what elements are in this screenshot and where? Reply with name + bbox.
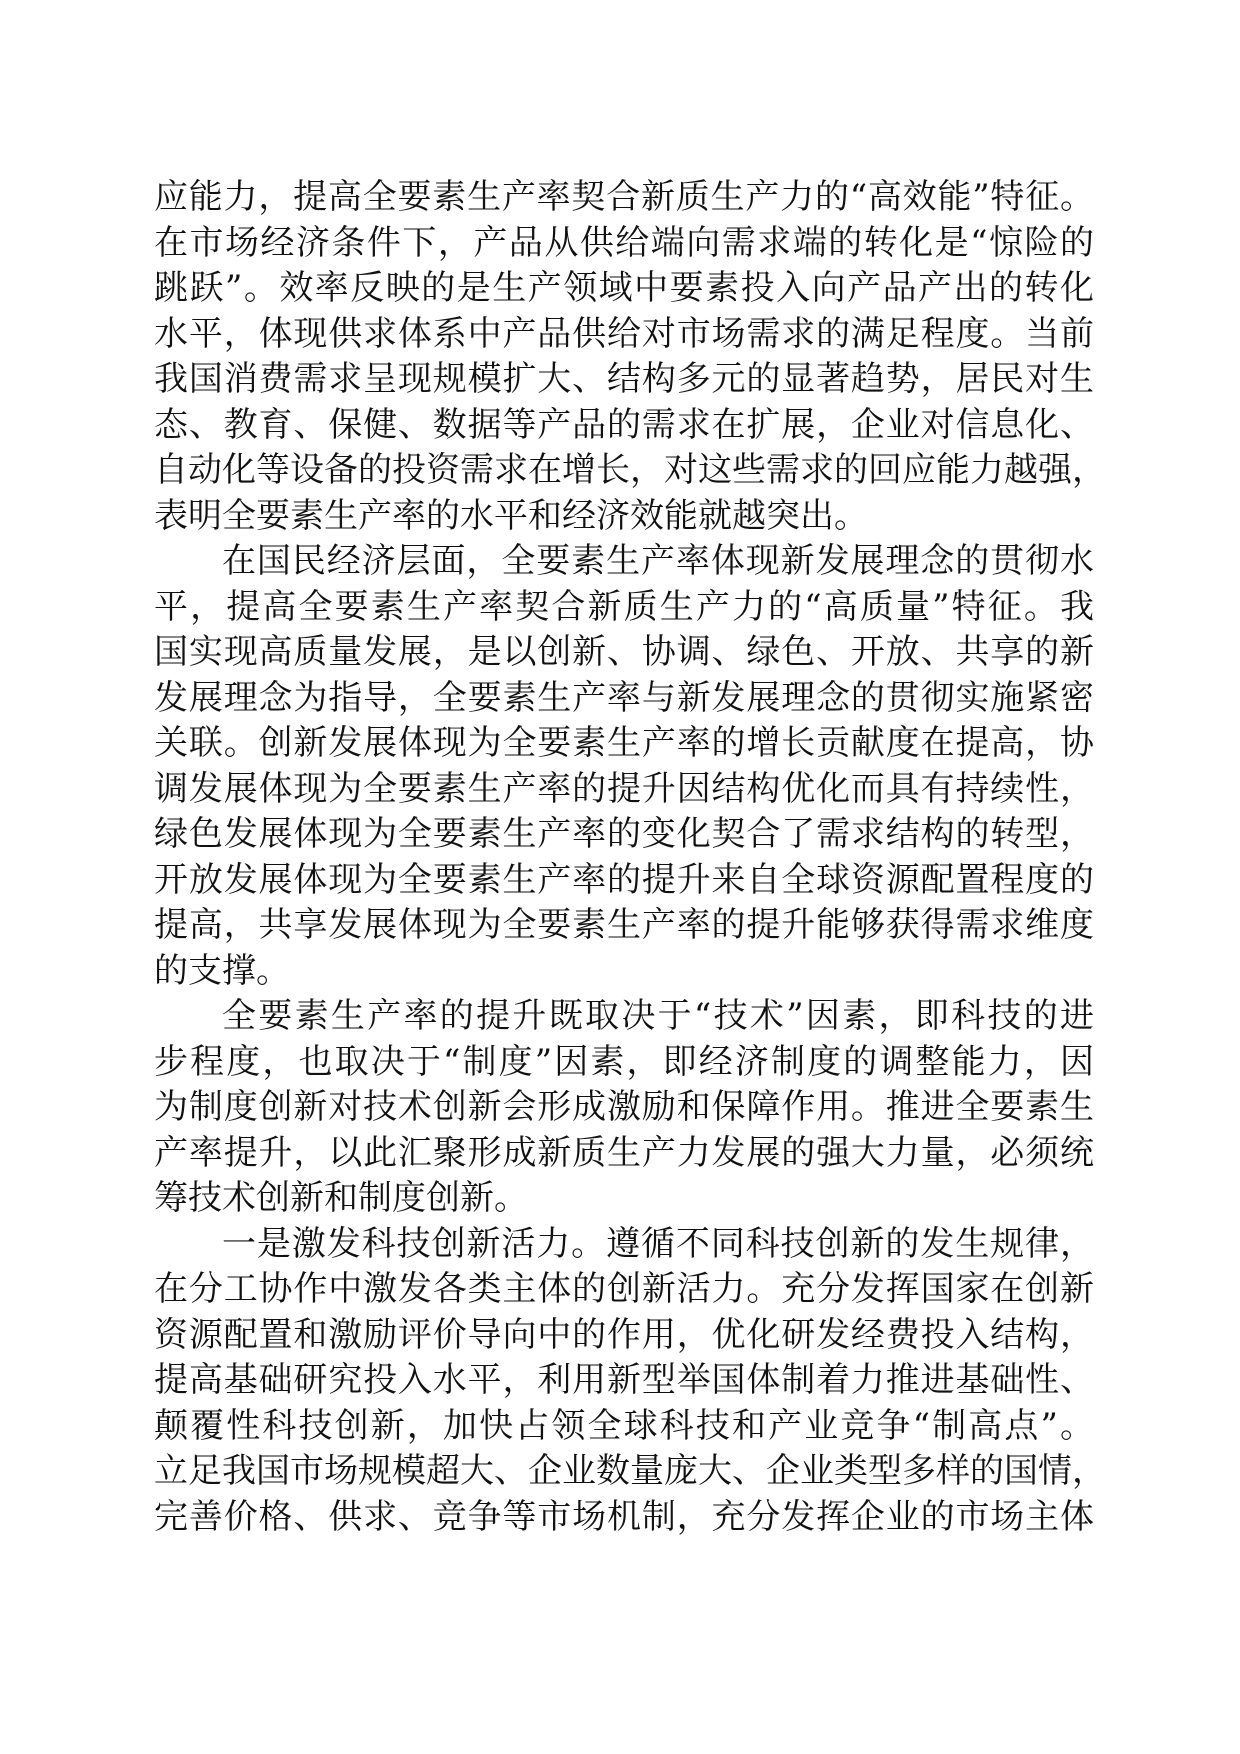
text-line: 的支撑。 — [154, 950, 290, 991]
text-line: 开放发展体现为全要素生产率的提升来自全球资源配置程度的 — [154, 859, 1094, 900]
text-line: 颠覆性科技创新，加快占领全球科技和产业竞争“制高点”。 — [154, 1405, 1094, 1446]
paragraph-4 — [154, 1222, 1106, 1541]
text-line: 关联。创新发展体现为全要素生产率的增长贡献度在提高，协 — [154, 723, 1094, 763]
text-line: 表明全要素生产率的水平和经济效能就越突出。 — [154, 495, 868, 536]
text-line: 立足我国市场规模超大、企业数量庞大、企业类型多样的国情， — [154, 1451, 1106, 1491]
text-line: 提高基础研究投入水平，利用新型举国体制着力推进基础性、 — [154, 1360, 1094, 1400]
text-line: 提高，共享发展体现为全要素生产率的提升能够获得需求维度 — [154, 905, 1094, 945]
text-line: 步程度，也取决于“制度”因素，即经济制度的调整能力，因 — [154, 1041, 1094, 1082]
text-line: 资源配置和激励评价导向中的作用，优化研发经费投入结构， — [154, 1314, 1094, 1355]
text-line: 一是激发科技创新活力。遵循不同科技创新的发生规律， — [222, 1223, 1094, 1264]
text-line: 在分工协作中激发各类主体的创新活力。充分发挥国家在创新 — [154, 1269, 1094, 1309]
text-line: 筹技术创新和制度创新。 — [154, 1178, 528, 1218]
text-line: 发展理念为指导，全要素生产率与新发展理念的贯彻实施紧密 — [154, 677, 1094, 718]
text-line: 在市场经济条件下，产品从供给端向需求端的转化是“惊险的 — [154, 222, 1094, 263]
text-line: 绿色发展体现为全要素生产率的变化契合了需求结构的转型， — [154, 814, 1094, 854]
text-line: 在国民经济层面，全要素生产率体现新发展理念的贯彻水 — [222, 541, 1094, 581]
text-line: 调发展体现为全要素生产率的提升因结构优化而具有持续性， — [154, 768, 1094, 809]
text-line: 我国消费需求呈现规模扩大、结构多元的显著趋势，居民对生 — [154, 359, 1094, 399]
text-line: 为制度创新对技术创新会形成激励和保障作用。推进全要素生 — [154, 1087, 1094, 1127]
text-line: 应能力，提高全要素生产率契合新质生产力的“高效能”特征。 — [154, 177, 1094, 217]
text-line: 全要素生产率的提升既取决于“技术”因素，即科技的进 — [222, 996, 1094, 1036]
text-line: 产率提升，以此汇聚形成新质生产力发展的强大力量，必须统 — [154, 1132, 1094, 1173]
text-line: 自动化等设备的投资需求在增长，对这些需求的回应能力越强， — [154, 450, 1106, 490]
paragraph-2 — [154, 539, 1094, 994]
document-body — [154, 175, 1106, 1540]
text-line: 跳跃”。效率反映的是生产领域中要素投入向产品产出的转化 — [154, 268, 1094, 308]
paragraph-1 — [154, 175, 1106, 539]
text-line: 平，提高全要素生产率契合新质生产力的“高质量”特征。我 — [154, 586, 1094, 627]
text-line: 完善价格、供求、竞争等市场机制，充分发挥企业的市场主体 — [154, 1496, 1094, 1537]
text-line: 水平，体现供求体系中产品供给对市场需求的满足程度。当前 — [154, 313, 1094, 354]
text-line: 态、教育、保健、数据等产品的需求在扩展，企业对信息化、 — [154, 404, 1094, 445]
text-line: 国实现高质量发展，是以创新、协调、绿色、开放、共享的新 — [154, 632, 1094, 672]
paragraph-3 — [154, 994, 1094, 1222]
